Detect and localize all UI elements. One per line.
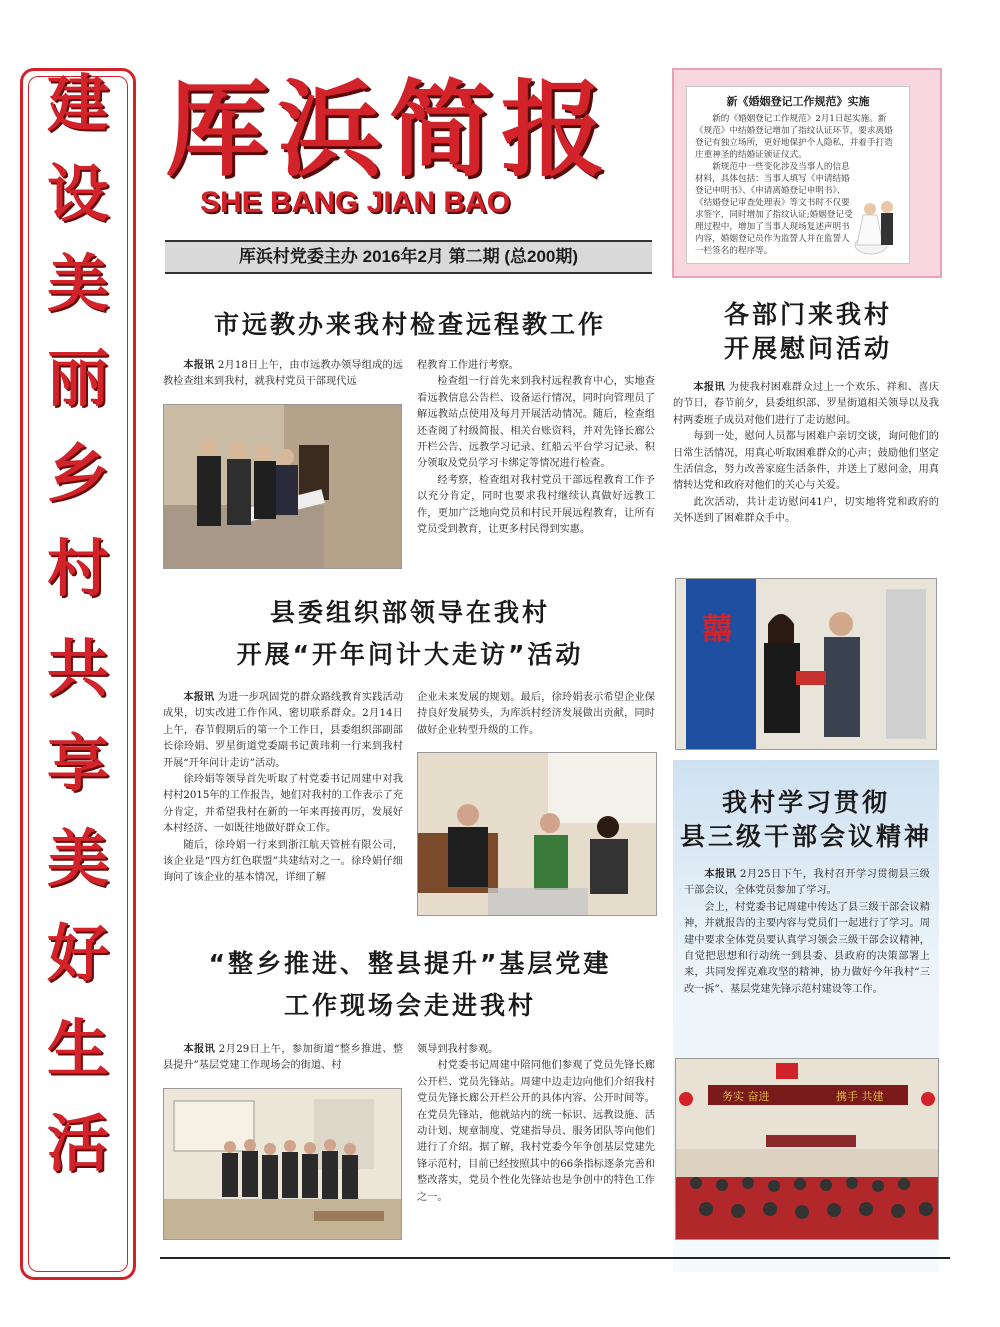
- article4-paragraph: 2月25日下午，我村召开学习贯彻县三级干部会议，全体党员参加了学习。: [684, 869, 930, 897]
- notice-paragraph: 新规范中一些变化涉及当事人的信息材料，具体包括：当事人填写《申请结婚登记申明书》、《申请离婚登记申明书》、《结婚登记审查处理表》等文书时不仅要求签字，同时增加了指纹认证;婚姻登记受理过程中，增加了当事人现场复述声明书内容，婚姻登记员作为监誓人并在监誓人一栏签名的程序等。: [695, 162, 853, 256]
- notice-title: 新《婚姻登记工作规范》实施: [726, 96, 870, 108]
- article4-headline-line2: 县三级干部会议精神: [679, 822, 932, 851]
- hall-banner-left: 务实 奋进: [722, 1090, 770, 1103]
- article1-lead-tag: 本报讯: [183, 360, 215, 371]
- article3-photo: [417, 752, 657, 916]
- side-slogan-banner: [20, 68, 136, 1280]
- article4-headline-line1: 我村学习贯彻: [721, 788, 890, 817]
- article5-photo: [163, 1088, 402, 1240]
- notice-paragraph: 新的《婚姻登记工作规范》2月1日起实施。新《规范》中结婚登记增加了指纹认证环节，要求离婚登记有独立场所，更好地保护个人隐私，并着手打造庄重神圣的结婚证颁证仪式。: [695, 114, 893, 160]
- wedding-couple-illustration: [853, 195, 903, 255]
- article3-col1: [163, 690, 403, 887]
- article4-headline: [673, 786, 939, 854]
- article2-headline-line1: 各部门来我村: [723, 300, 892, 329]
- slogan-char: 丽: [46, 342, 109, 415]
- slogan-char: 美: [46, 247, 109, 320]
- article4-paragraph: 会上，村党委书记周建中传达了县三级干部会议精神，并就报告的主要内容与党员们一起进行了学习。周建中要求全体党员要认真学习领会三级干部会议精神，自觉把思想和行动统一到县委、县政府的决策部署上来，共同发挥克难攻坚的精神，协力做好今年我村“三改一拆”、基层党建先锋示范村建设等工作。: [684, 901, 930, 995]
- article3-paragraph: 为进一步巩固党的群众路线教育实践活动成果，切实改进工作作风、密切联系群众。2月14日上午，春节假期后的第一个工作日，县委组织部副部长徐玲娟、罗星街道党委副书记黄玮莉一行来到我村开展“开年问计走访”活动。: [163, 692, 404, 769]
- slogan-char: 共: [46, 632, 109, 705]
- masthead-pinyin: SHE BANG JIAN BAO: [200, 186, 511, 219]
- article2-headline-line2: 开展慰问活动: [723, 334, 892, 363]
- slogan-char: 好: [46, 917, 109, 990]
- article2-lead-tag: 本报讯: [693, 382, 726, 393]
- masthead-title: 厍浜简报: [165, 68, 614, 191]
- slogan-char: 乡: [46, 437, 109, 510]
- article3-headline: [160, 592, 660, 676]
- article1-photo: [163, 404, 402, 569]
- article4-lead-tag: 本报讯: [704, 869, 737, 880]
- slogan-char: 美: [46, 822, 109, 895]
- notice-panel: [686, 86, 910, 264]
- article1-headline: 市远教办来我村检查远程教工作: [213, 310, 606, 339]
- issue-info-bar: [165, 240, 652, 274]
- article3-headline-line1: 县委组织部领导在我村: [269, 598, 550, 627]
- article1-paragraph: 程教育工作进行考察。: [417, 360, 519, 371]
- slogan-char: 设: [46, 157, 109, 230]
- article4-body: [684, 867, 930, 998]
- article2-paragraph: 每到一处，慰问人员都与困难户亲切交谈，询问他们的日常生活情况，用真心听取困难群众的心声；鼓励他们坚定生活信念，努力改善家庭生活条件，并送上了慰问金，用真情转达党和政府对他们的关心与关爱。: [673, 431, 939, 492]
- article3-col2: [417, 690, 655, 739]
- door-character: 囍: [702, 612, 732, 647]
- article3-paragraph: 随后，徐玲娟一行来到浙江航天管桩有限公司，该企业是“四方红色联盟”共建结对之一。徐玲娟仔细询问了该企业的基本情况，详细了解: [163, 839, 403, 884]
- hall-banner-right: 携手 共建: [836, 1090, 884, 1103]
- slogan-char: 村: [46, 532, 109, 605]
- article5-headline: [160, 943, 660, 1027]
- article3-lead-tag: 本报讯: [183, 692, 215, 703]
- article4-photo: [675, 1058, 939, 1240]
- article5-headline-line2: 工作现场会走进我村: [283, 991, 536, 1020]
- article3-headline-line2: 开展“开年问计大走访”活动: [236, 640, 584, 669]
- slogan-char: 生: [46, 1012, 109, 1085]
- article3-paragraph: 企业未来发展的规划。最后，徐玲娟表示希望企业保持良好发展势头，为库浜村经济发展做出贡献，同时做好企业转型升级的工作。: [417, 692, 655, 736]
- article5-paragraph: 村党委书记周建中陪同他们参观了党员先锋长廊公开栏、党员先锋站。周建中边走边向他们介绍我村党员先锋长廊公开栏公开的具体内容、公开时间等。在党员先锋站，他就站内的统一标识、远教设施、活动计划、规章制度、党建指导员、服务团队等向他们进行了介绍。据了解，我村党委今年争创基层党建先锋示范村，目前已经按照其中的66条指标逐条完善和整改落实，党员个性化先锋站也是争创中的特色工作之一。: [417, 1060, 655, 1203]
- footer-rule: [160, 1257, 950, 1259]
- article5-col1: [163, 1042, 403, 1075]
- article1-paragraph: 经考察，检查组对我村党员干部远程教育工作予以充分肯定，同时也要求我村继续认真做好远教工作，更加广泛地向党员和村民开展远程教育，让所有党员受到教育，让更多村民得到实惠。: [417, 474, 655, 536]
- article2-headline: [668, 298, 948, 366]
- slogan-char: 活: [46, 1107, 109, 1180]
- article5-col2: [417, 1042, 655, 1206]
- article5-paragraph: 领导到我村参观。: [417, 1044, 499, 1055]
- article5-lead-tag: 本报讯: [183, 1044, 216, 1055]
- article3-paragraph: 徐玲娟等领导首先听取了村党委书记周建中对我村村2015年的工作报告，她们对我村的工作表示了充分肯定，并希望我村在新的一年来再接再厉，发展好本村经济、一如既往地做好群众工作。: [163, 774, 403, 835]
- article1-lead-text: 2月18日上午，由市远教办领导组成的远教检查组来到我村，就我村党员干部现代远: [163, 360, 403, 388]
- article2-photo: [675, 578, 937, 750]
- issue-info-text: 厍浜村党委主办 2016年2月 第二期 (总200期): [238, 247, 579, 266]
- article5-lead-text: 2月29日上午，参加街道“整乡推进、整县提升”基层党建工作现场会的街道、村: [163, 1044, 404, 1072]
- article2-paragraph: 为使我村困难群众过上一个欢乐、祥和、喜庆的节日，春节前夕，县委组织部、罗星街道相关领导以及我村两委班子成员对他们进行了走访慰问。: [673, 382, 940, 426]
- article1-col1: [163, 358, 403, 391]
- article5-headline-line1: “整乡推进、整县提升”基层党建: [208, 949, 612, 978]
- marriage-notice-box: [672, 68, 942, 278]
- article1-col2: [417, 358, 655, 538]
- slogan-char: 建: [46, 67, 109, 140]
- article2-body: [673, 380, 939, 528]
- slogan-char: 享: [46, 727, 109, 800]
- article2-paragraph: 此次活动，共计走访慰问41户，切实地将党和政府的关怀送到了困难群众手中。: [673, 496, 939, 525]
- article1-paragraph: 检查组一行首先来到我村远程教育中心，实地查看远教信息公告栏、设备运行情况，同时向管理员了解远教站点使用及每月开展活动情况。随后，检查组还查阅了村级简报、相关台账资料，并对先锋长廊公开栏公告、远教学习记录、红船云平台学习记录、积分领取及党员学习卡绑定等情况进行检查。: [417, 376, 655, 470]
